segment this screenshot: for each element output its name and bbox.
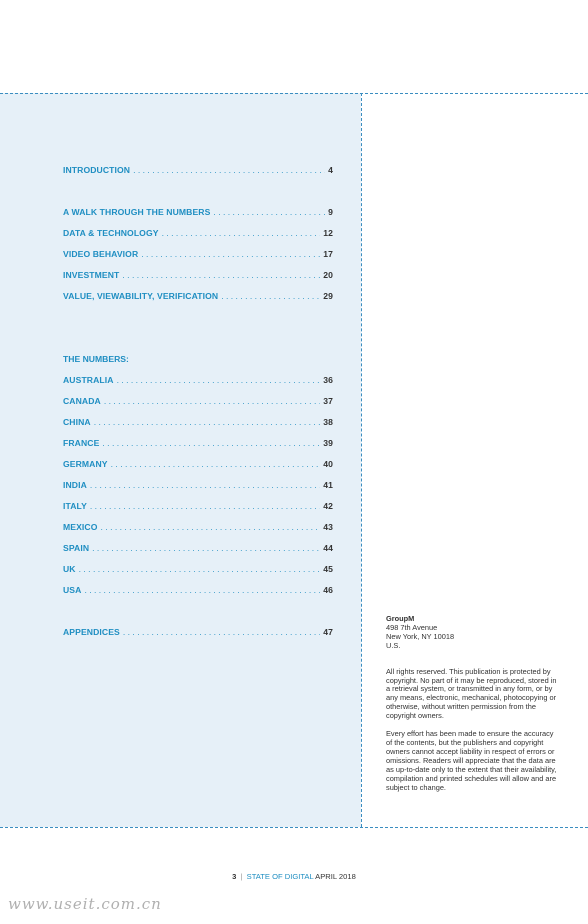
toc-entry-label: CANADA xyxy=(63,396,101,406)
toc-entry-label: USA xyxy=(63,585,82,595)
toc-leader-dots xyxy=(141,249,320,259)
publication-date: APRIL 2018 xyxy=(315,872,356,881)
toc-entry[interactable] xyxy=(63,270,333,282)
address-line-3: U.S. xyxy=(386,640,401,650)
toc-leader-dots xyxy=(162,228,321,238)
page-footer xyxy=(0,872,588,881)
toc-entry-page: 12 xyxy=(323,228,333,238)
toc-entry-label: APPENDICES xyxy=(63,627,120,637)
imprint xyxy=(386,615,561,801)
toc-leader-dots xyxy=(101,522,321,532)
toc-entry-page: 40 xyxy=(323,459,333,469)
toc-entry-label: INTRODUCTION xyxy=(63,165,131,175)
toc-leader-dots xyxy=(123,627,320,637)
toc-entry-label: MEXICO xyxy=(63,522,98,532)
publisher-name: GroupM xyxy=(386,614,415,623)
toc-entry-page: 41 xyxy=(323,480,333,490)
address-line-1: 498 7th Avenue xyxy=(386,622,438,632)
toc-entry-label: CHINA xyxy=(63,417,91,427)
disclaimer: Every effort has been made to ensure the accuracy of the contents, but the publishers and copyright owners cannot accept liability in respect of errors or omissions. Readers will appreciate that the data are as up-to-date only to the extent that their availability, compilation and printed schedules will allow and are subject to change. xyxy=(386,729,557,792)
toc-leader-dots xyxy=(111,459,321,469)
toc-leader-dots xyxy=(122,270,320,280)
toc-leader-dots xyxy=(104,396,320,406)
toc-entry[interactable] xyxy=(63,522,333,534)
toc-entry-label: SPAIN xyxy=(63,543,90,553)
toc-entry[interactable] xyxy=(63,585,333,597)
publication-title: STATE OF DIGITAL xyxy=(246,872,314,881)
top-dashed-rule xyxy=(0,93,588,94)
toc-entry[interactable] xyxy=(63,375,333,387)
toc-entry[interactable] xyxy=(63,291,333,303)
footer-separator: | xyxy=(240,872,243,881)
toc-entry-label: FRANCE xyxy=(63,438,100,448)
toc-entry-label: GERMANY xyxy=(63,459,108,469)
toc-entry-page: 39 xyxy=(323,438,333,448)
toc-entry-page: 44 xyxy=(323,543,333,553)
toc-entry[interactable] xyxy=(63,396,333,408)
toc-entry[interactable] xyxy=(63,543,333,555)
toc-entry[interactable] xyxy=(63,480,333,492)
toc-entry[interactable] xyxy=(63,207,333,219)
toc-entry[interactable] xyxy=(63,438,333,450)
toc-entry[interactable] xyxy=(63,417,333,429)
toc-entry-label: AUSTRALIA xyxy=(63,375,114,385)
toc-entry-page: 29 xyxy=(323,291,333,301)
watermark: www.useit.com.cn xyxy=(8,895,162,913)
toc-leader-dots xyxy=(102,438,320,448)
toc-entry-page: 45 xyxy=(323,564,333,574)
toc-entry-page: 36 xyxy=(323,375,333,385)
toc-leader-dots xyxy=(79,564,321,574)
toc-leader-dots xyxy=(90,480,320,490)
column-dashed-rule xyxy=(361,93,362,827)
toc-entry-page: 43 xyxy=(323,522,333,532)
toc-entry-page: 20 xyxy=(323,270,333,280)
toc-entry-page: 4 xyxy=(328,165,333,175)
toc-leader-dots xyxy=(92,543,320,553)
toc-leader-dots xyxy=(90,501,320,511)
toc-leader-dots xyxy=(133,165,325,175)
toc-leader-dots xyxy=(117,375,321,385)
toc-entry[interactable] xyxy=(63,627,333,639)
toc-entry-label: ITALY xyxy=(63,501,87,511)
toc-entry[interactable] xyxy=(63,228,333,240)
rights-notice: All rights reserved. This publication is protected by copyright. No part of it may be reproduced, stored in a retrieval system, or transmitted in any form, or by any means, electronic, mechanical, photocopying or otherwise, without written permission from the copyright owners. xyxy=(386,666,557,721)
toc-entry-label: INVESTMENT xyxy=(63,270,120,280)
toc-entry-label: UK xyxy=(63,564,76,574)
toc-leader-dots xyxy=(94,417,321,427)
toc-leader-dots xyxy=(84,585,320,595)
toc-entry-label: VALUE, VIEWABILITY, VERIFICATION xyxy=(63,291,219,301)
toc-leader-dots xyxy=(221,291,320,301)
toc-entry-label: DATA & TECHNOLOGY xyxy=(63,228,159,238)
toc-entry-label: INDIA xyxy=(63,480,87,490)
toc-entry-page: 9 xyxy=(328,207,333,217)
toc-entry-label: VIDEO BEHAVIOR xyxy=(63,249,139,259)
toc-entry[interactable] xyxy=(63,501,333,513)
page-number: 3 xyxy=(232,872,237,881)
toc-entry-page: 17 xyxy=(323,249,333,259)
bottom-dashed-rule xyxy=(0,827,588,828)
toc-leader-dots xyxy=(213,207,325,217)
address-line-2: New York, NY 10018 xyxy=(386,631,455,641)
toc-entry[interactable] xyxy=(63,249,333,261)
toc-entry[interactable] xyxy=(63,459,333,471)
toc-entry[interactable] xyxy=(63,165,333,177)
toc-entry-page: 37 xyxy=(323,396,333,406)
toc-entry-label: A WALK THROUGH THE NUMBERS xyxy=(63,207,211,217)
toc-entry[interactable] xyxy=(63,564,333,576)
toc-entry-page: 38 xyxy=(323,417,333,427)
toc-entry-page: 46 xyxy=(323,585,333,595)
toc-entry-page: 42 xyxy=(323,501,333,511)
toc-entry-page: 47 xyxy=(323,627,333,637)
the-numbers-heading: THE NUMBERS: xyxy=(63,354,129,364)
